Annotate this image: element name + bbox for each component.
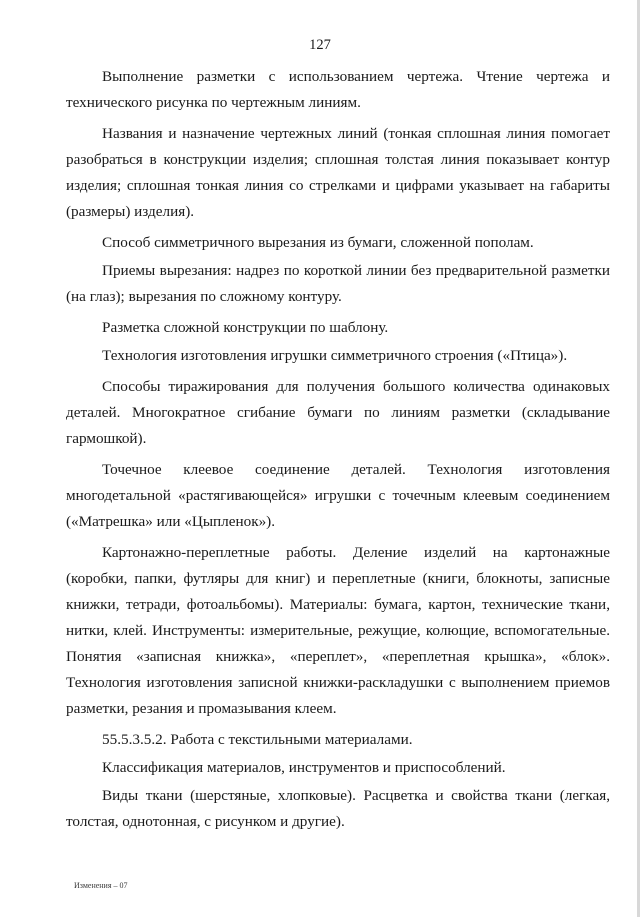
paragraph-drawing-lines: Названия и назначение чертежных линий (тонкая сплошная линия помогает разобраться в конструкции изделия; сплошная толстая линия показывает контур изделия; сплошная тонкая линия со стрелками и цифрами указывает на габариты (размеры) изделия). bbox=[66, 125, 610, 220]
paragraph-symmetric-cutting: Способ симметричного вырезания из бумаги, сложенной пополам. bbox=[102, 234, 534, 251]
paragraph-drawing-markup: Выполнение разметки с использованием чертежа. Чтение чертежа и технического рисунка по чертежным линиям. bbox=[66, 68, 610, 111]
section-heading-textile: 55.5.3.5.2. Работа с текстильными материалами. bbox=[102, 731, 413, 748]
paragraph-bird-toy: Технология изготовления игрушки симметричного строения («Птица»). bbox=[102, 347, 568, 364]
paragraph-classification: Классификация материалов, инструментов и приспособлений. bbox=[102, 759, 506, 776]
paragraph-template-markup: Разметка сложной конструкции по шаблону. bbox=[102, 319, 389, 336]
paragraph-cutting-techniques: Приемы вырезания: надрез по короткой линии без предварительной разметки (на глаз); вырезания по сложному контуру. bbox=[66, 262, 610, 305]
paragraph-replication: Способы тиражирования для получения большого количества одинаковых деталей. Многократное сгибание бумаги по линиям разметки (складывание гармошкой). bbox=[66, 378, 610, 447]
paragraph-cardboard-binding: Картонажно-переплетные работы. Деление изделий на картонажные (коробки, папки, футляры для книг) и переплетные (книги, блокноты, записные книжки, тетради, фотоальбомы). Материалы: бумага, картон, технические ткани, нитки, клей. Инструменты: измерительные, режущие, колющие, вспомогательные. Понятия «записная книжка», «переплет», «переплетная крышка», «блок». Технология изготовления записной книжки-раскладушки с выполнением приемов разметки, резания и промазывания клеем. bbox=[66, 544, 610, 717]
paragraph-fabric-types: Виды ткани (шерстяные, хлопковые). Расцветка и свойства ткани (легкая, толстая, однотонная, с рисунком и другие). bbox=[66, 787, 610, 830]
document-body bbox=[66, 64, 610, 840]
page-number: 127 bbox=[309, 37, 331, 53]
paragraph-point-gluing: Точечное клеевое соединение деталей. Технология изготовления многодетальной «растягивающейся» игрушки с точечным клеевым соединением («Матрешка» или «Цыпленок»). bbox=[66, 461, 610, 530]
footer-revision: Изменения – 07 bbox=[74, 881, 128, 890]
